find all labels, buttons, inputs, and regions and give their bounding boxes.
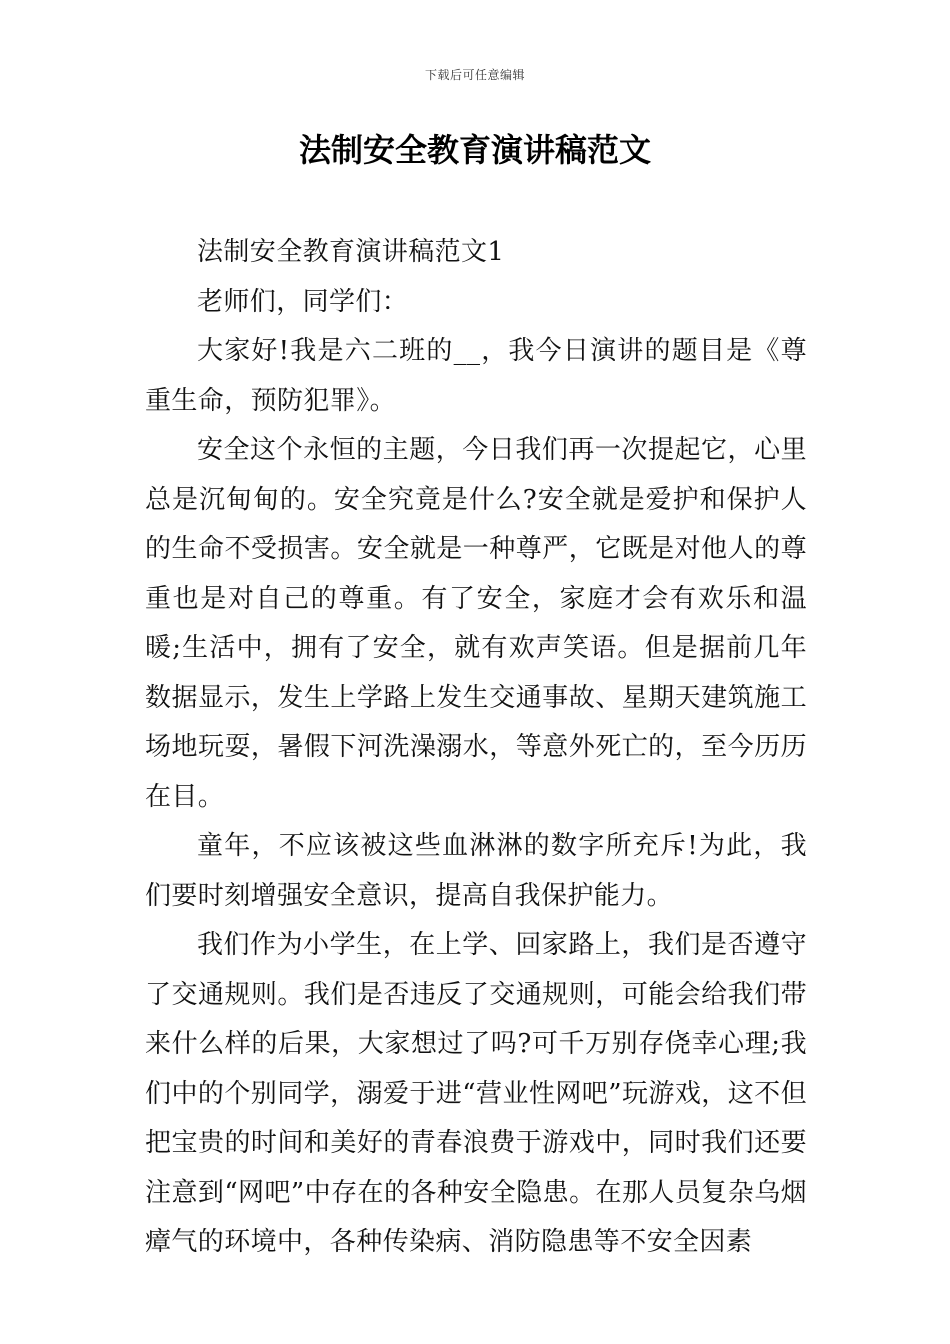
paragraph: 童年，不应该被这些血淋淋的数字所充斥!为此，我们要时刻增强安全意识，提高自我保护能力。 [145, 831, 807, 911]
document-title: 法制安全教育演讲稿范文 [298, 131, 651, 169]
paragraph: 我们作为小学生，在上学、回家路上，我们是否遵守了交通规则。我们是否违反了交通规则，可能会给我们带来什么样的后果，大家想过了吗?可千万别存侥幸心理;我们中的个别同学，溺爱于进“营业性网吧”玩游戏，这不但把宝贵的时间和美好的青春浪费于游戏中，同时我们还要注意到“网吧”中存在的各种安全隐患。在那人员复杂乌烟瘴气的环境中，各种传染病、消防隐患等不安全因素 [145, 930, 807, 1257]
paragraph: 大家好!我是六二班的__，我今日演讲的题目是《尊重生命，预防犯罪》。 [145, 336, 807, 416]
paragraph: 安全这个永恒的主题，今日我们再一次提起它，心里总是沉甸甸的。安全究竟是什么?安全就是爱护和保护人的生命不受损害。安全就是一种尊严，它既是对他人的尊重也是对自己的尊重。有了安全，家庭才会有欢乐和温暖;生活中，拥有了安全，就有欢声笑语。但是据前几年数据显示，发生上学路上发生交通事故、星期天建筑施工场地玩耍，暑假下河洗澡溺水，等意外死亡的，至今历历在目。 [145, 435, 807, 812]
document-body [145, 228, 807, 1268]
salutation: 老师们，同学们： [197, 286, 409, 317]
download-watermark: 下载后可任意编辑 [424, 68, 525, 82]
section-heading: 法制安全教育演讲稿范文1 [197, 237, 505, 267]
